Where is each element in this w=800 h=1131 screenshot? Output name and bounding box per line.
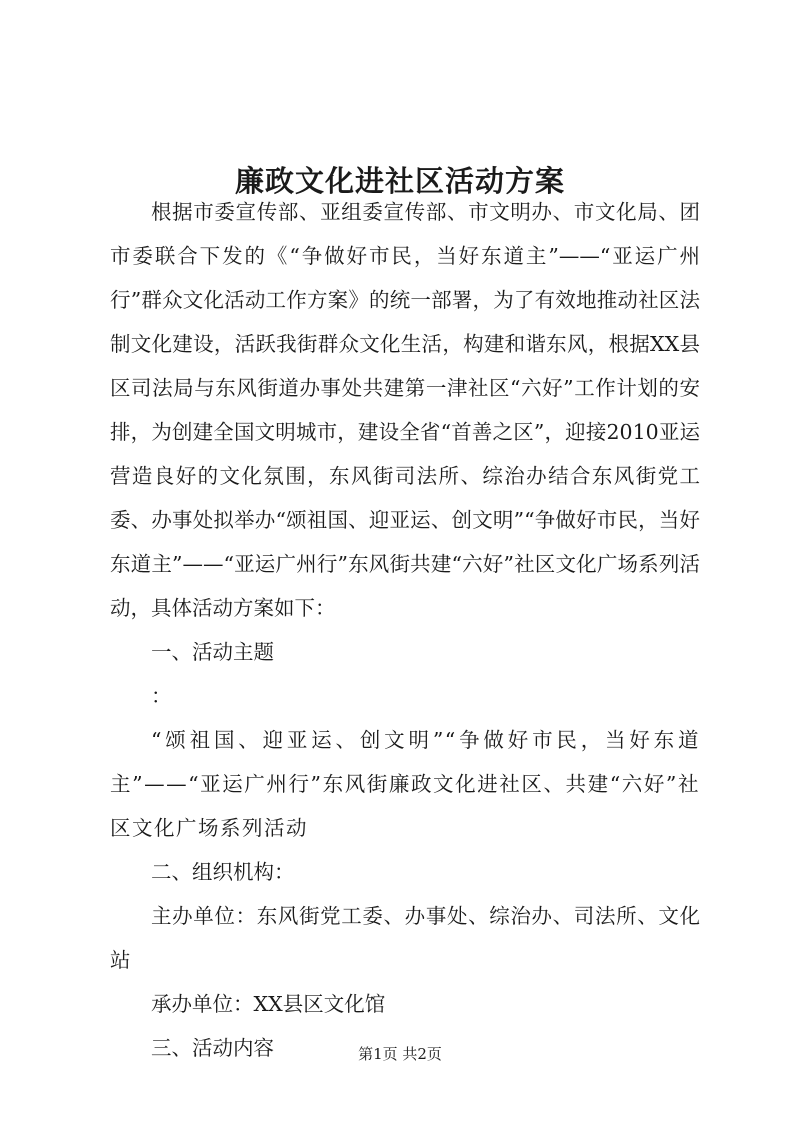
section-heading-content: 三、活动内容 (151, 1036, 274, 1060)
colon-line: ： (151, 684, 172, 708)
organizer-paragraph: 主办单位：东风街党工委、办事处、综治办、司法所、文化站 (110, 904, 700, 972)
undertaker-paragraph: 承办单位：XX县区文化馆 (151, 992, 386, 1016)
section-heading-organization: 二、组织机构： (151, 860, 295, 884)
page-footer: 第1页 共2页 (358, 1045, 442, 1063)
theme-paragraph: “颂祖国、迎亚运、创文明”“争做好市民，当好东道主”——“亚运广州行”东风街廉政文化进社区、共建“六好”社区文化广场系列活动 (110, 728, 700, 840)
section-heading-theme: 一、活动主题 (151, 640, 274, 664)
document-body (110, 190, 700, 1070)
intro-paragraph: 根据市委宣传部、亚组委宣传部、市文明办、市文化局、团市委联合下发的《“争做好市民，当好东道主”——“亚运广州行”群众文化活动工作方案》的统一部署，为了有效地推动社区法制文化建设，活跃我街群众文化生活，构建和谐东风，根据XX县区司法局与东风街道办事处共建第一津社区“六好”工作计划的安排，为创建全国文明城市，建设全省“首善之区”，迎接2010亚运营造良好的文化氛围，东风街司法所、综治办结合东风街党工委、办事处拟举办“颂祖国、迎亚运、创文明”“争做好市民，当好东道主”——“亚运广州行”东风街共建“六好”社区文化广场系列活动，具体活动方案如下： (110, 200, 700, 620)
document-title: 廉政文化进社区活动方案 (234, 164, 565, 199)
